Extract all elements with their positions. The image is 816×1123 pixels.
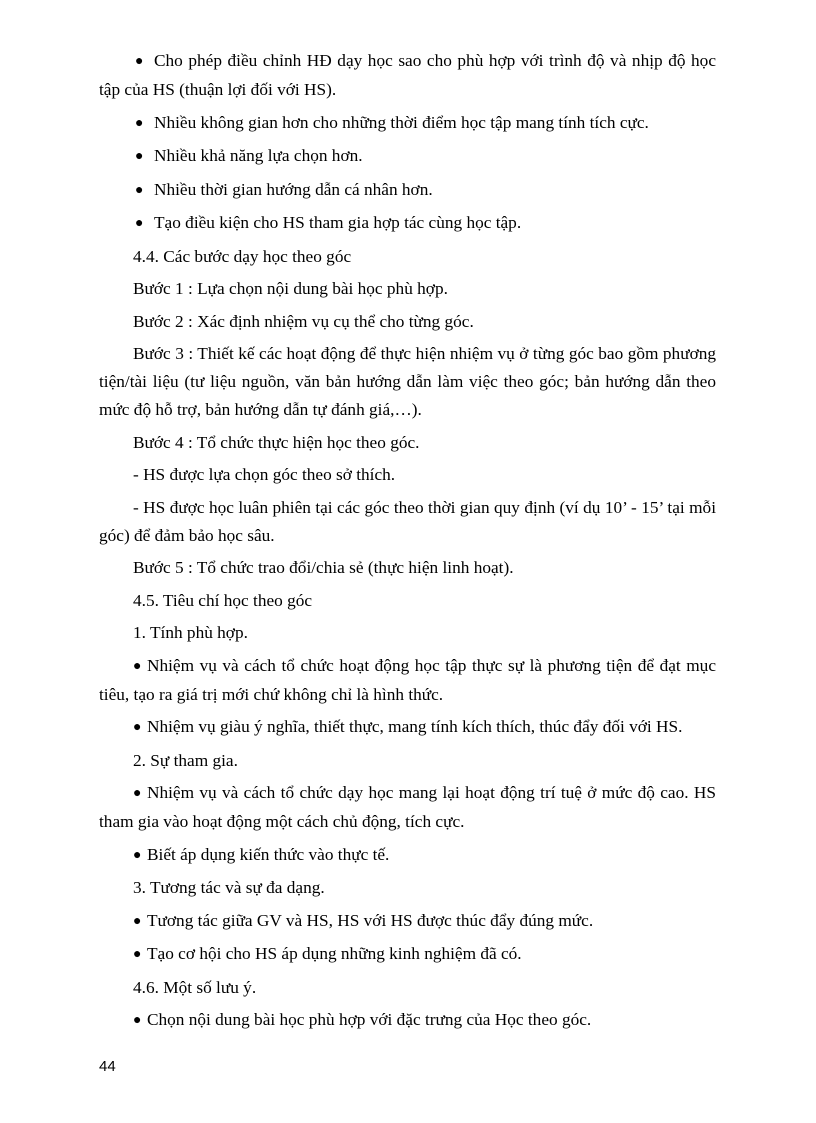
paragraph-text: - HS được lựa chọn góc theo sở thích. <box>133 465 396 484</box>
bullet-item <box>99 713 716 742</box>
bullet-icon: ● <box>135 115 144 131</box>
bullet-icon: ● <box>133 1013 142 1028</box>
paragraph-text: 4.6. Một số lưu ý. <box>133 977 257 997</box>
bullet-icon: ● <box>133 786 142 801</box>
text-paragraph <box>99 340 716 424</box>
bullet-item <box>99 176 716 205</box>
bullet-icon: ● <box>135 182 144 198</box>
paragraph-text: 4.5. Tiêu chí học theo góc <box>133 590 313 610</box>
bullet-item <box>99 907 716 936</box>
paragraph-text: Bước 1 : Lựa chọn nội dung bài học phù hợp. <box>133 279 448 298</box>
paragraph-text: Bước 4 : Tổ chức thực hiện học theo góc. <box>133 432 420 452</box>
bullet-icon: ● <box>135 149 144 164</box>
text-paragraph <box>99 974 716 1002</box>
bullet-item <box>99 47 716 104</box>
bullet-item <box>99 779 716 836</box>
bullet-icon: ● <box>133 720 142 735</box>
page-number: 44 <box>99 1058 116 1075</box>
text-paragraph <box>99 243 716 271</box>
paragraph-text: Chọn nội dung bài học phù hợp với đặc trưng của Học theo góc. <box>147 1010 592 1029</box>
text-paragraph <box>99 619 716 647</box>
text-paragraph <box>99 429 716 457</box>
bullet-item <box>99 109 716 138</box>
bullet-item <box>99 209 716 238</box>
paragraph-text: 2. Sự tham gia. <box>133 750 238 770</box>
page-body <box>99 47 716 1040</box>
paragraph-text: Nhiều thời gian hướng dẫn cá nhân hơn. <box>154 179 433 199</box>
bullet-item <box>99 1006 716 1035</box>
text-paragraph <box>99 587 716 615</box>
bullet-icon: ● <box>133 913 142 929</box>
paragraph-text: Nhiều không gian hơn cho những thời điểm học tập mang tính tích cực. <box>154 112 649 132</box>
bullet-icon: ● <box>135 216 144 231</box>
bullet-item <box>99 841 716 870</box>
bullet-icon: ● <box>133 847 142 863</box>
paragraph-text: Nhiệm vụ giàu ý nghĩa, thiết thực, mang tính kích thích, thúc đẩy đối với HS. <box>147 717 683 736</box>
bullet-item <box>99 142 716 171</box>
text-paragraph <box>99 494 716 550</box>
text-paragraph <box>99 554 716 582</box>
text-paragraph <box>99 747 716 775</box>
text-paragraph <box>99 308 716 336</box>
paragraph-text: Nhiệm vụ và cách tổ chức dạy học mang lại hoạt động trí tuệ ở mức độ cao. HS tham gia vào hoạt động một cách chủ động, tích cực. <box>99 783 716 831</box>
paragraph-text: Tạo điều kiện cho HS tham gia hợp tác cùng học tập. <box>154 213 522 232</box>
text-paragraph <box>99 275 716 303</box>
paragraph-text: 1. Tính phù hợp. <box>133 623 248 642</box>
paragraph-text: Tạo cơ hội cho HS áp dụng những kinh nghiệm đã có. <box>147 944 522 963</box>
paragraph-text: Cho phép điều chỉnh HĐ dạy học sao cho phù hợp với trình độ và nhịp độ học tập của HS (thuận lợi đối với HS). <box>99 51 716 99</box>
paragraph-text: 3. Tương tác và sự đa dạng. <box>133 878 325 897</box>
paragraph-text: Tương tác giữa GV và HS, HS với HS được thúc đẩy đúng mức. <box>147 910 594 930</box>
paragraph-text: Nhiệm vụ và cách tổ chức hoạt động học tập thực sự là phương tiện để đạt mục tiêu, tạo ra giá trị mới chứ không chỉ là hình thức. <box>99 655 716 704</box>
paragraph-text: Bước 3 : Thiết kế các hoạt động để thực hiện nhiệm vụ ở từng góc bao gồm phương tiện/tài liệu (tư liệu nguồn, văn bản hướng dẫn làm việc theo góc; bản hướng dẫn theo mức độ hỗ trợ, bản hướng dẫn tự đánh giá,…). <box>99 344 716 419</box>
text-paragraph <box>99 461 716 489</box>
paragraph-text: 4.4. Các bước dạy học theo góc <box>133 246 352 266</box>
bullet-icon: ● <box>133 947 142 962</box>
paragraph-text: - HS được học luân phiên tại các góc theo thời gian quy định (ví dụ 10’ - 15’ tại mỗi góc) để đảm bảo học sâu. <box>99 497 716 545</box>
bullet-icon: ● <box>135 54 144 69</box>
bullet-icon: ● <box>133 658 142 674</box>
bullet-item <box>99 940 716 969</box>
bullet-item <box>99 652 716 709</box>
paragraph-text: Bước 5 : Tổ chức trao đổi/chia sẻ (thực hiện linh hoạt). <box>133 558 514 577</box>
paragraph-text: Biết áp dụng kiến thức vào thực tế. <box>147 844 390 864</box>
text-paragraph <box>99 874 716 902</box>
paragraph-text: Bước 2 : Xác định nhiệm vụ cụ thể cho từng góc. <box>133 311 474 331</box>
paragraph-text: Nhiều khả năng lựa chọn hơn. <box>154 146 363 165</box>
